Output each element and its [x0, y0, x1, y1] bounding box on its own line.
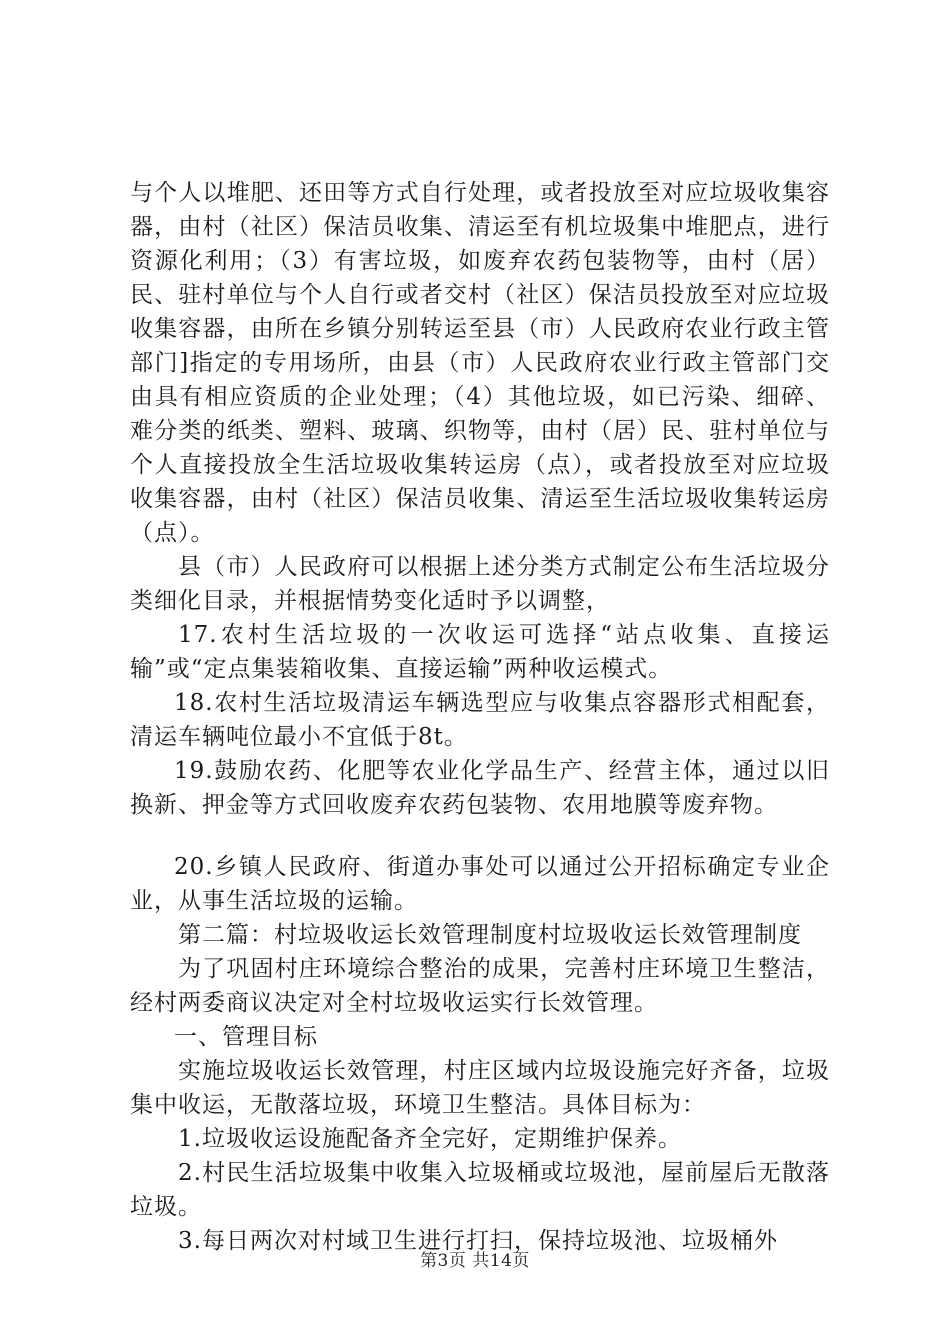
paragraph-item-20: 20.乡镇人民政府、街道办事处可以通过公开招标确定专业企业，从事生活垃圾的运输。	[130, 854, 830, 914]
section-heading-part-two: 第二篇：村垃圾收运长效管理制度村垃圾收运长效管理制度	[178, 922, 802, 948]
paragraph-classification-catalog: 县（市）人民政府可以根据上述分类方式制定公布生活垃圾分类细化目录，并根据情势变化适时予以调整，	[130, 554, 830, 614]
list-item-goal-1: 1.垃圾收运设施配备齐全完好，定期维护保养。	[178, 1126, 682, 1152]
heading-management-goals: 一、管理目标	[174, 1024, 318, 1050]
list-item-goal-3: 3.每日两次对村域卫生进行打扫，保持垃圾池、垃圾桶外	[178, 1228, 778, 1254]
paragraph-goals-summary: 实施垃圾收运长效管理，村庄区域内垃圾设施完好齐备，垃圾集中收运，无散落垃圾，环境卫生整洁。具体目标为：	[130, 1058, 830, 1118]
document-body	[130, 176, 830, 1258]
paragraph-continuation: 与个人以堆肥、还田等方式自行处理，或者投放至对应垃圾收集容器，由村（社区）保洁员收集、清运至有机垃圾集中堆肥点，进行资源化利用；（3）有害垃圾，如废弃农药包装物等，由村（居）民、驻村单位与个人自行或者交村（社区）保洁员投放至对应垃圾收集容器，由所在乡镇分别转运至县（市）人民政府农业行政主管部门]指定的专用场所，由县（市）人民政府农业行政主管部门交由具有相应资质的企业处理；（4）其他垃圾，如已污染、细碎、难分类的纸类、塑料、玻璃、织物等，由村（居）民、驻村单位与个人直接投放全生活垃圾收集转运房（点），或者投放至对应垃圾收集容器，由村（社区）保洁员收集、清运至生活垃圾收集转运房（点）。	[130, 180, 830, 546]
paragraph-item-18: 18.农村生活垃圾清运车辆选型应与收集点容器形式相配套，清运车辆吨位最小不宜低于8t。	[130, 690, 830, 750]
paragraph-item-17: 17.农村生活垃圾的一次收运可选择“站点收集、直接运输”或“定点集装箱收集、直接运输”两种收运模式。	[130, 622, 830, 682]
paragraph-intro: 为了巩固村庄环境综合整治的成果，完善村庄环境卫生整洁，经村两委商议决定对全村垃圾收运实行长效管理。	[130, 956, 830, 1016]
paragraph-item-19: 19.鼓励农药、化肥等农业化学品生产、经营主体，通过以旧换新、押金等方式回收废弃农药包装物、农用地膜等废弃物。	[130, 758, 830, 818]
list-item-goal-2: 2.村民生活垃圾集中收集入垃圾桶或垃圾池，屋前屋后无散落垃圾。	[130, 1160, 830, 1220]
page-number-footer: 第3页 共14页	[420, 1251, 530, 1271]
